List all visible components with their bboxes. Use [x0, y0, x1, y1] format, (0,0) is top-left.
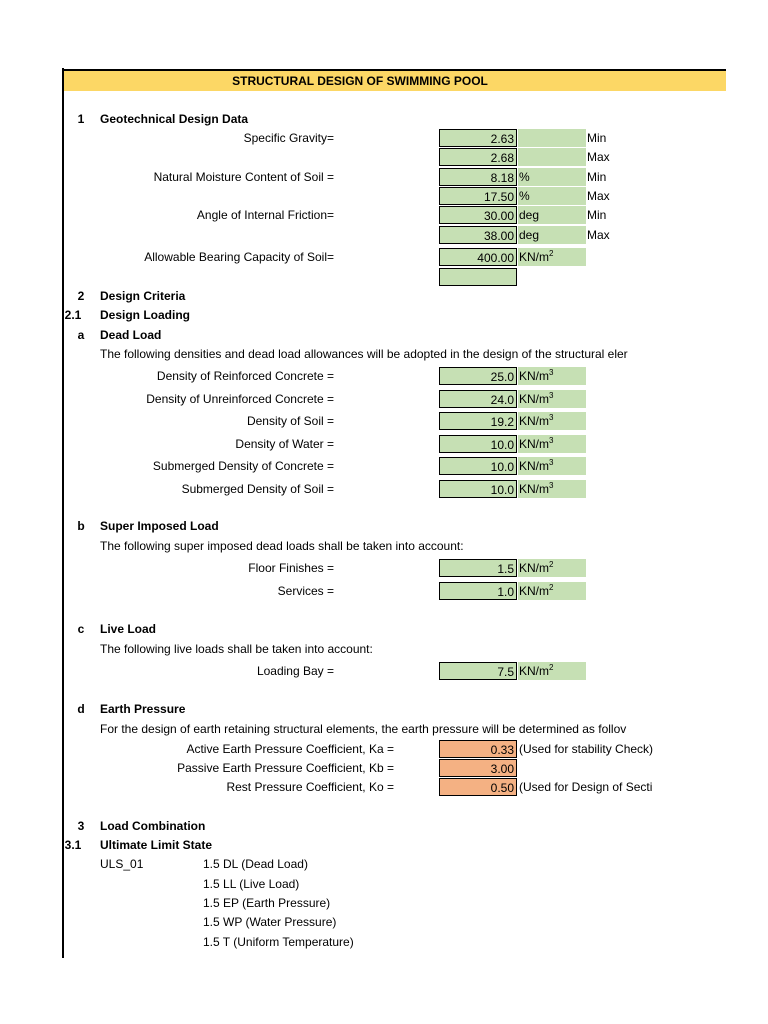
section-number: 1	[77, 112, 85, 126]
dead-intro-row	[64, 345, 658, 363]
combination-row	[64, 894, 664, 912]
coefficient-value-cell[interactable]: 3.00	[439, 759, 517, 777]
geo-value-cell[interactable]: 2.68	[439, 148, 517, 166]
geo-unit: $KN/m^2$	[519, 249, 554, 264]
geo-label: Specific Gravity=	[243, 131, 334, 145]
coefficient-note: (Used for stability Check)	[519, 742, 654, 756]
live-row	[64, 662, 664, 680]
load-unit: $KN/m^3$	[519, 436, 554, 451]
page-title: STRUCTURAL DESIGN OF SWIMMING POOL	[232, 74, 488, 88]
load-value-cell[interactable]: 10.0	[439, 457, 517, 475]
geo-row	[64, 226, 664, 244]
earth-row	[64, 759, 658, 777]
intro-text: The following live loads shall be taken into account:	[100, 642, 373, 656]
geo-row	[64, 187, 664, 205]
geo-row	[64, 168, 664, 186]
intro-text: For the design of earth retaining structural elements, the earth pressure will be determined as follov	[100, 722, 627, 736]
section-number: 2.1	[64, 308, 82, 322]
section-number: 3.1	[64, 838, 82, 852]
load-label: Density of Soil =	[246, 414, 334, 428]
load-label: Density of Water =	[235, 437, 334, 451]
geo-unit: %	[519, 189, 530, 203]
load-label: Submerged Density of Concrete =	[152, 459, 334, 473]
geo-unit: %	[519, 170, 530, 184]
coefficient-value-cell[interactable]: 0.33	[439, 740, 517, 758]
load-value-cell[interactable]: 7.5	[439, 662, 517, 680]
geo-row	[64, 148, 664, 166]
earth-row	[64, 778, 658, 796]
load-value-cell[interactable]: 25.0	[439, 367, 517, 385]
combination-item: 1.5 EP (Earth Pressure)	[203, 896, 331, 910]
earth-row	[64, 740, 658, 758]
geo-minmax: Max	[587, 189, 610, 203]
coefficient-value-cell[interactable]: 0.50	[439, 778, 517, 796]
coefficient-label: Rest Pressure Coefficient, Ko =	[226, 780, 394, 794]
combination-item: 1.5 LL (Live Load)	[203, 877, 300, 891]
dead-row	[64, 435, 664, 453]
section-heading: Design Criteria	[100, 289, 186, 303]
section-letter: d	[77, 702, 85, 716]
geo-unit: deg	[519, 228, 540, 242]
geo-minmax: Min	[587, 131, 607, 145]
load-label: Density of Reinforced Concrete =	[156, 369, 334, 383]
geo-minmax: Max	[587, 150, 610, 164]
section-number: 3	[77, 819, 85, 833]
section-heading: Design Loading	[100, 308, 190, 322]
dead-row	[64, 457, 664, 475]
load-value-cell[interactable]: 1.0	[439, 582, 517, 600]
load-unit: $KN/m^3$	[519, 368, 554, 383]
load-label: Floor Finishes =	[248, 561, 334, 575]
geo-empty-row	[64, 268, 664, 286]
load-value-cell[interactable]: 10.0	[439, 435, 517, 453]
geo-row	[64, 206, 664, 224]
geo-row	[64, 248, 664, 266]
superimposed-row	[64, 582, 664, 600]
geo-row	[64, 129, 664, 147]
unit-cell-bg	[518, 129, 586, 147]
title-bar	[64, 69, 726, 91]
dead-row	[64, 367, 664, 385]
load-label: Density of Unreinforced Concrete =	[146, 392, 334, 406]
section-number: 2	[77, 289, 85, 303]
section-heading: Earth Pressure	[100, 702, 186, 716]
geo-label: Natural Moisture Content of Soil =	[153, 170, 334, 184]
section-heading: Load Combination	[100, 819, 206, 833]
load-value-cell[interactable]: 1.5	[439, 559, 517, 577]
superimposed-row	[64, 559, 664, 577]
coefficient-label: Passive Earth Pressure Coefficient, Kb =	[177, 761, 394, 775]
dead-row	[64, 480, 664, 498]
intro-text: The following densities and dead load allowances will be adopted in the design of the structural eler	[100, 347, 628, 361]
geo-value-cell[interactable]: 8.18	[439, 168, 517, 186]
load-unit: $KN/m^3$	[519, 481, 554, 496]
geo-value-cell[interactable]: 2.63	[439, 129, 517, 147]
load-unit: $KN/m^3$	[519, 458, 554, 473]
load-unit: $KN/m^2$	[519, 583, 554, 598]
combination-item: 1.5 WP (Water Pressure)	[203, 915, 337, 929]
geo-unit: deg	[519, 208, 540, 222]
combination-item: 1.5 T (Uniform Temperature)	[203, 935, 354, 949]
load-label: Submerged Density of Soil =	[181, 482, 334, 496]
geo-minmax: Min	[587, 170, 607, 184]
load-value-cell[interactable]: 10.0	[439, 480, 517, 498]
geo-value-cell[interactable]: 38.00	[439, 226, 517, 244]
intro-text: The following super imposed dead loads shall be taken into account:	[100, 539, 464, 553]
geo-minmax: Max	[587, 228, 610, 242]
section-heading: Live Load	[100, 622, 157, 636]
geo-value-cell[interactable]: 400.00	[439, 248, 517, 266]
geo-minmax: Min	[587, 208, 607, 222]
load-unit: $KN/m^3$	[519, 391, 554, 406]
geo-value-cell[interactable]: 17.50	[439, 187, 517, 205]
dead-row	[64, 412, 664, 430]
combination-item: 1.5 DL (Dead Load)	[203, 857, 308, 871]
geo-label: Angle of Internal Friction=	[196, 208, 334, 222]
empty-value-cell[interactable]	[439, 268, 517, 286]
load-value-cell[interactable]: 19.2	[439, 412, 517, 430]
section-heading: Dead Load	[100, 328, 162, 342]
section-heading: Ultimate Limit State	[100, 838, 213, 852]
combination-row	[64, 855, 664, 873]
geo-label: Allowable Bearing Capacity of Soil=	[144, 250, 334, 264]
section-heading: Super Imposed Load	[100, 519, 219, 533]
dead-row	[64, 390, 664, 408]
combination-row	[64, 933, 664, 951]
load-unit: $KN/m^2$	[519, 663, 554, 678]
section-letter: c	[77, 622, 85, 636]
section-letter: a	[77, 328, 85, 342]
combination-row	[64, 913, 664, 931]
load-label: Loading Bay =	[256, 664, 334, 678]
combination-key: ULS_01	[100, 857, 144, 871]
load-label: Services =	[277, 584, 334, 598]
load-unit: $KN/m^2$	[519, 560, 554, 575]
combination-row	[64, 875, 664, 893]
load-unit: $KN/m^3$	[519, 413, 554, 428]
load-value-cell[interactable]: 24.0	[439, 390, 517, 408]
geo-value-cell[interactable]: 30.00	[439, 206, 517, 224]
section-letter: b	[77, 519, 85, 533]
coefficient-note: (Used for Design of Secti	[519, 780, 653, 794]
section-heading: Geotechnical Design Data	[100, 112, 249, 126]
unit-cell-bg	[518, 148, 586, 166]
earth-intro-row	[64, 720, 658, 738]
coefficient-label: Active Earth Pressure Coefficient, Ka =	[186, 742, 394, 756]
